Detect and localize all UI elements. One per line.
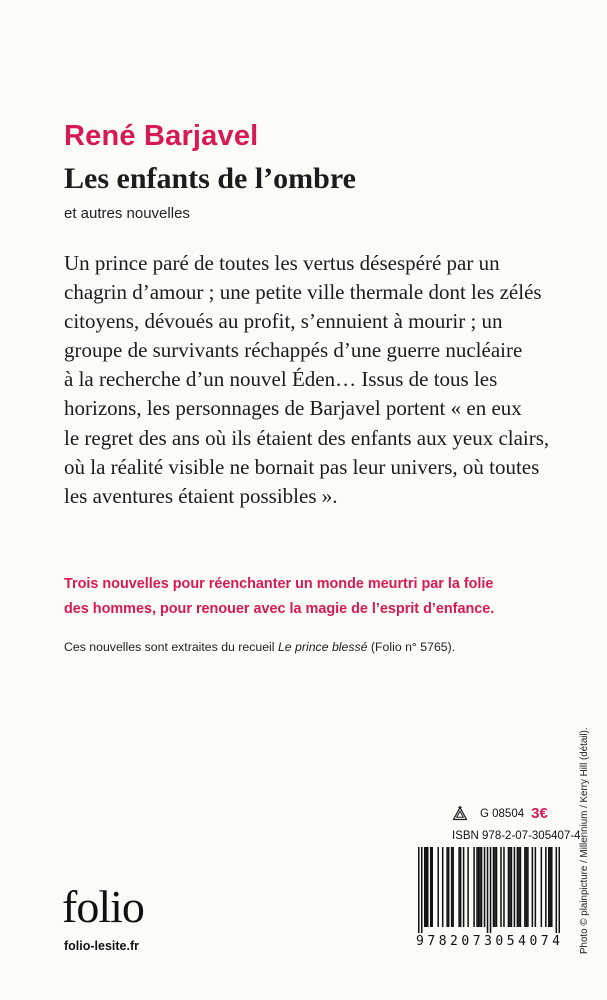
blurb-line: horizons, les personnages de Barjavel portent « en eux [64, 396, 522, 421]
blurb [64, 249, 550, 511]
barcode-bar [524, 847, 526, 927]
blurb-line: citoyens, dévoués au profit, s’ennuient à mourir ; un [64, 309, 503, 334]
price-row [452, 805, 548, 822]
barcode-digit: 0 [529, 934, 538, 949]
barcode-bar [421, 847, 423, 933]
barcode-digits [418, 934, 560, 949]
barcode-bar [458, 847, 460, 927]
source-note [64, 640, 455, 654]
barcode-digit: 0 [461, 934, 470, 949]
barcode [418, 847, 560, 933]
barcode-bar [551, 847, 553, 927]
barcode-bar [520, 847, 522, 927]
barcode-bar [467, 847, 469, 927]
barcode-bar [452, 847, 454, 927]
tagline-line: des hommes, pour renouer avec la magie de l’esprit d’enfance. [64, 600, 495, 617]
barcode-bar [548, 847, 550, 927]
blurb-line: Un prince paré de toutes les vertus désespéré par un [64, 251, 500, 275]
barcode-bar [535, 847, 537, 927]
barcode-bar [463, 847, 465, 927]
barcode-bar [478, 847, 480, 927]
book-title: Les enfants de l’ombre [64, 162, 356, 195]
barcode-bar [446, 847, 448, 927]
barcode-bar [424, 847, 426, 927]
barcode-bar [437, 847, 439, 927]
tagline-line: Trois nouvelles pour réenchanter un monde meurtri par la folie [64, 576, 494, 592]
barcode-bar [518, 847, 520, 927]
blurb-line: groupe de survivants réchappés d’une guerre nucléaire [64, 338, 523, 363]
barcode-bar [476, 847, 478, 927]
barcode-bar [487, 847, 489, 933]
barcode-bar [484, 847, 486, 927]
barcode-digit: 0 [495, 934, 504, 949]
barcode-bar [451, 847, 453, 927]
barcode-bar [448, 847, 450, 927]
barcode-bar [514, 847, 516, 927]
barcode-bar [556, 847, 558, 933]
isbn: ISBN 978-2-07-305407-4 [452, 830, 581, 842]
barcode-bar [527, 847, 529, 927]
blurb-line: le regret des ans où ils étaient des enfants aux yeux clairs, [64, 425, 550, 450]
barcode-digit: 3 [484, 934, 492, 949]
barcode-digit: 7 [472, 934, 481, 949]
note-book-title: Le prince blessé [277, 640, 368, 654]
blurb-line: à la recherche d’un nouvel Éden… Issus de tous les [64, 367, 498, 392]
barcode-bar [503, 847, 505, 927]
barcode-digit: 4 [552, 934, 560, 949]
barcode-bar [490, 847, 492, 933]
triangle-arrows-icon [452, 806, 468, 822]
barcode-bar [425, 847, 427, 927]
barcode-bar [500, 847, 502, 927]
barcode-bar [427, 847, 429, 927]
product-code: G 08504 [480, 807, 525, 820]
barcode-digit: 4 [518, 934, 526, 949]
author-name: René Barjavel [64, 120, 259, 152]
folio-logo: folio [62, 881, 144, 932]
barcode-bar [460, 847, 462, 927]
barcode-bar [545, 847, 547, 927]
barcode-digit: 9 [416, 934, 424, 949]
barcode-bar [526, 847, 528, 927]
note-suffix: (Folio n° 5765). [367, 640, 456, 654]
barcode-bar [494, 847, 496, 927]
barcode-bar [508, 847, 510, 927]
barcode-bar [481, 847, 483, 927]
barcode-bar [559, 847, 560, 933]
note-prefix: Ces nouvelles sont extraites du recueil [64, 640, 278, 654]
barcode-bar [493, 847, 495, 927]
publisher-website: folio-lesite.fr [64, 939, 140, 953]
barcode-bar [517, 847, 519, 927]
barcode-bar [509, 847, 511, 927]
barcode-bar [430, 847, 432, 927]
barcode-bar [431, 847, 433, 927]
blurb-line: où la réalité visible ne bornait pas leur univers, où toutes [64, 454, 540, 479]
barcode-digit: 5 [506, 934, 515, 949]
barcode-digit: 7 [427, 934, 436, 949]
barcode-bar [532, 847, 534, 927]
barcode-bar [541, 847, 543, 927]
price: 3€ [531, 805, 548, 822]
book-subtitle: et autres nouvelles [64, 205, 190, 222]
barcode-bar [473, 847, 475, 927]
barcode-digit: 2 [450, 934, 458, 949]
tagline [64, 572, 494, 621]
blurb-line: chagrin d’amour ; une petite ville thermale dont les zélés [64, 280, 542, 305]
barcode-bar [511, 847, 513, 927]
photo-credit: Photo © plainpicture / Millennium / Kerry Hill (détail). [579, 727, 590, 954]
barcode-bar [479, 847, 481, 927]
barcode-bar [496, 847, 498, 927]
barcode-digit: 8 [438, 934, 447, 949]
blurb-line: les aventures étaient possibles ». [64, 483, 338, 508]
barcode-bar [442, 847, 444, 927]
barcode-digit: 7 [540, 934, 549, 949]
barcode-bar [418, 847, 420, 933]
barcode-bar [550, 847, 552, 927]
